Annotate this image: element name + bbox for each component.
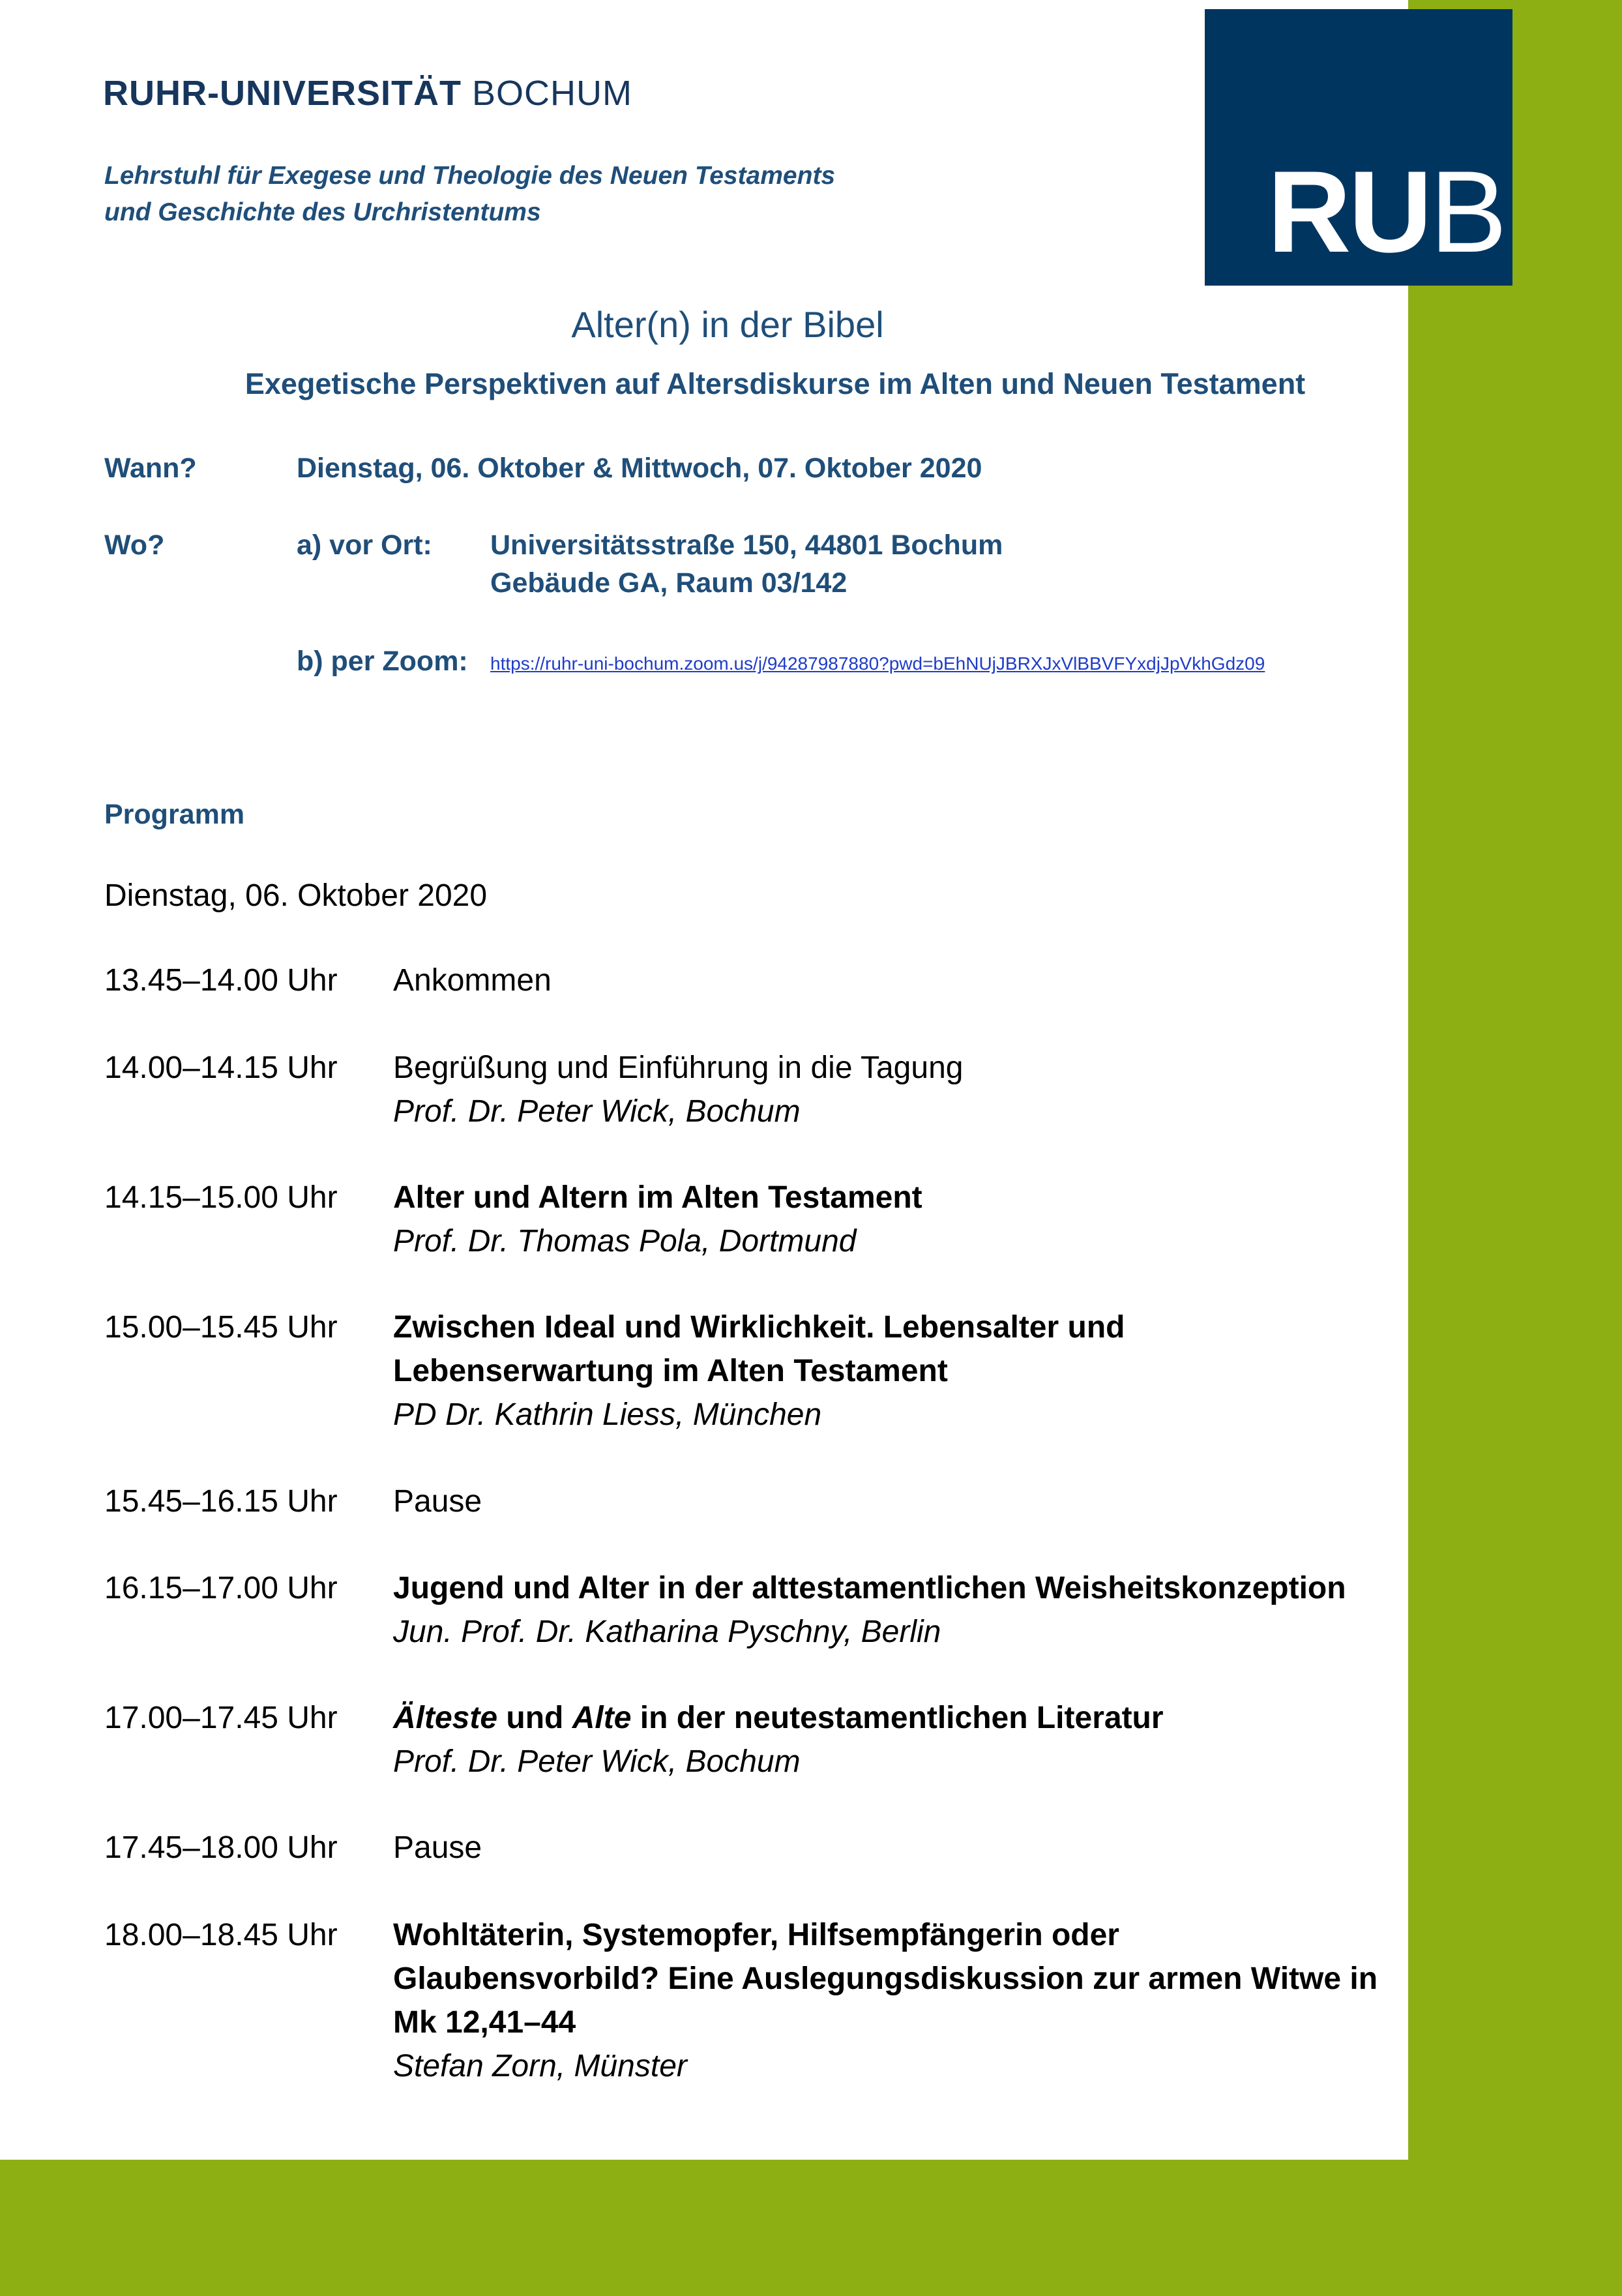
university-name — [103, 76, 632, 111]
logo-ru: RU — [1267, 147, 1430, 276]
item-title: Begrüßung und Einführung in die Tagung — [393, 1051, 964, 1085]
item-title: Ankommen — [393, 963, 552, 998]
event-title: Alter(n) in der Bibel — [571, 304, 884, 345]
item-time: 17.00–17.45 Uhr — [104, 1701, 338, 1735]
item-title-line-1: Wohltäterin, Systemopfer, Hilfsempfängerin oder — [393, 1918, 1119, 1952]
item-title-line-3: Mk 12,41–44 — [393, 2005, 576, 2040]
item-speaker: Stefan Zorn, Münster — [393, 2049, 687, 2083]
item-title-line-2: Glaubensvorbild? Eine Auslegungsdiskussion zur armen Witwe in — [393, 1961, 1378, 1996]
when-value: Dienstag, 06. Oktober & Mittwoch, 07. Oktober 2020 — [297, 453, 982, 484]
item-time: 15.00–15.45 Uhr — [104, 1310, 338, 1345]
item-time: 16.15–17.00 Uhr — [104, 1571, 338, 1605]
item-title-mid: und — [497, 1701, 572, 1735]
item-content — [393, 1176, 1462, 1263]
item-content — [393, 1566, 1462, 1654]
program-day: Dienstag, 06. Oktober 2020 — [104, 878, 488, 913]
item-title-line-2: Lebenserwartung im Alten Testament — [393, 1354, 948, 1388]
item-title: Alter und Altern im Alten Testament — [393, 1180, 922, 1215]
program-heading: Programm — [104, 799, 245, 830]
onsite-address-line-1: Universitätsstraße 150, 44801 Bochum — [490, 529, 1003, 561]
item-title-em-1: Älteste — [393, 1701, 498, 1735]
item-content — [393, 1305, 1462, 1437]
zoom-label: b) per Zoom: — [297, 646, 468, 677]
where-label: Wo? — [104, 529, 165, 561]
item-content — [393, 1913, 1462, 2088]
event-subtitle: Exegetische Perspektiven auf Altersdiskurse im Alten und Neuen Testament — [244, 367, 1306, 400]
onsite-label: a) vor Ort: — [297, 529, 432, 561]
item-content — [393, 1046, 1462, 1133]
zoom-link[interactable]: https://ruhr-uni-bochum.zoom.us/j/94287987880?pwd=bEhNUjJBRXJxVlBBVFYxdjJpVkhGdz09 — [490, 653, 1265, 674]
logo-b: B — [1430, 147, 1505, 276]
item-time: 15.45–16.15 Uhr — [104, 1484, 338, 1519]
item-speaker: PD Dr. Kathrin Liess, München — [393, 1397, 822, 1432]
onsite-address-line-2: Gebäude GA, Raum 03/142 — [490, 567, 848, 599]
when-label: Wann? — [104, 453, 197, 484]
item-speaker: Prof. Dr. Thomas Pola, Dortmund — [393, 1224, 857, 1259]
item-title-rest: in der neutestamentlichen Literatur — [631, 1701, 1164, 1735]
item-title: Jugend und Alter in der alttestamentlichen Weisheitskonzeption — [393, 1571, 1346, 1605]
item-content — [393, 1826, 1462, 1870]
item-speaker: Jun. Prof. Dr. Katharina Pyschny, Berlin — [393, 1615, 941, 1649]
item-title: Pause — [393, 1830, 482, 1865]
item-title — [393, 1696, 1462, 1740]
item-title-em-2: Alte — [572, 1701, 632, 1735]
item-content — [393, 959, 1462, 1002]
item-title: Pause — [393, 1484, 482, 1519]
item-time: 18.00–18.45 Uhr — [104, 1918, 338, 1952]
university-name-regular: BOCHUM — [472, 74, 633, 113]
item-content — [393, 1696, 1462, 1783]
item-time: 17.45–18.00 Uhr — [104, 1830, 338, 1865]
chair-name — [104, 158, 835, 231]
rub-logo-text — [1267, 147, 1505, 276]
item-speaker: Prof. Dr. Peter Wick, Bochum — [393, 1744, 801, 1779]
item-content — [393, 1480, 1462, 1523]
item-time: 13.45–14.00 Uhr — [104, 963, 338, 998]
chair-line-1: Lehrstuhl für Exegese und Theologie des Neuen Testaments — [104, 162, 836, 190]
item-title-line-1: Zwischen Ideal und Wirklichkeit. Lebensalter und — [393, 1310, 1125, 1345]
item-speaker: Prof. Dr. Peter Wick, Bochum — [393, 1094, 801, 1129]
green-bottom-band — [0, 2160, 1622, 2296]
university-name-bold: RUHR-UNIVERSITÄT — [103, 74, 462, 113]
chair-line-2: und Geschichte des Urchristentums — [104, 198, 541, 226]
item-time: 14.15–15.00 Uhr — [104, 1180, 338, 1215]
item-time: 14.00–14.15 Uhr — [104, 1051, 338, 1085]
